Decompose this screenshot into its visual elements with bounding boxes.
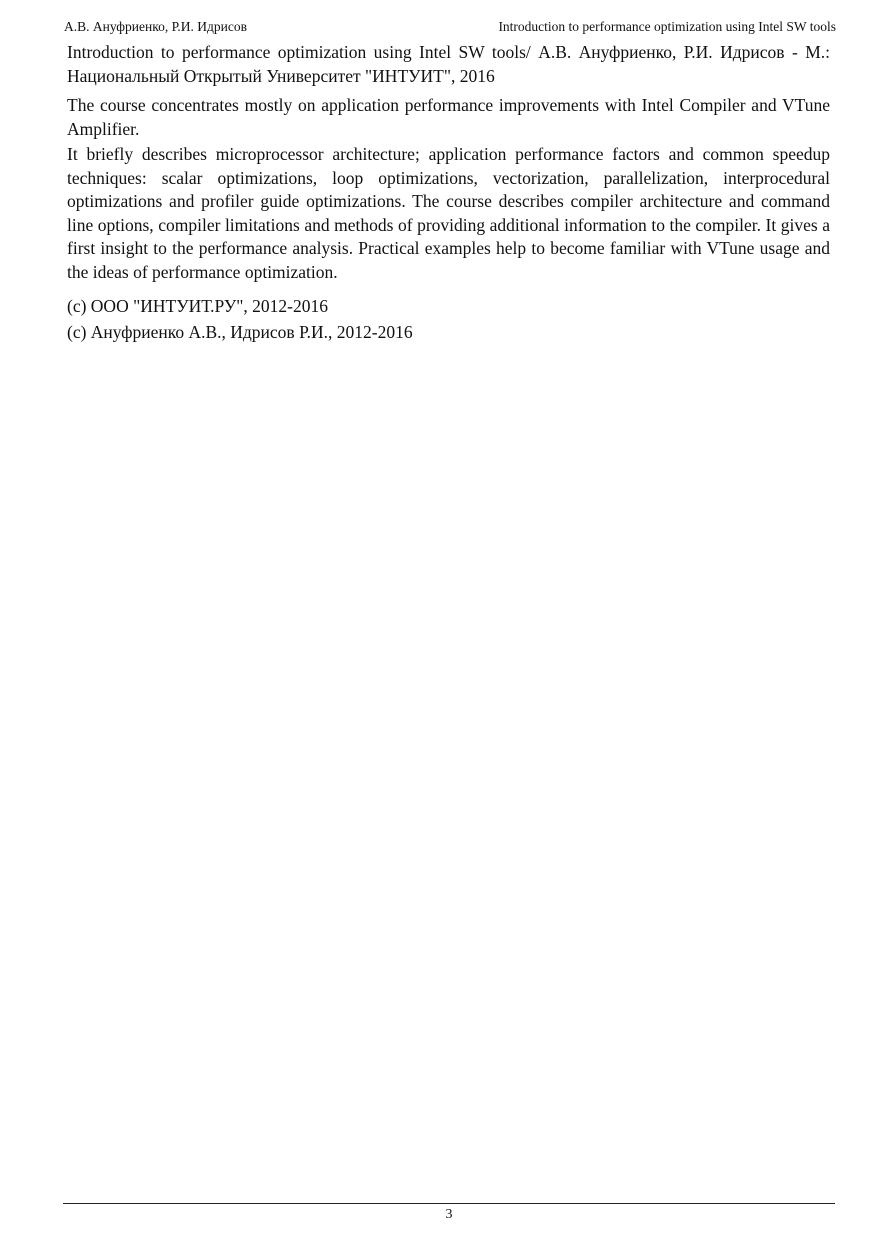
page-body [67,40,830,345]
abstract-paragraph-1: The course concentrates mostly on application performance improvements with Intel Compiler and VTune Amplifier. [67,95,830,139]
footer-divider [63,1203,835,1204]
running-header [64,17,836,37]
header-authors: А.В. Ануфриенко, Р.И. Идрисов [64,19,247,34]
header-title: Introduction to performance optimization using Intel SW tools [498,19,836,34]
copyright-line-authors: (c) Ануфриенко А.В., Идрисов Р.И., 2012-2016 [67,322,413,342]
copyright-block [67,293,830,345]
copyright-line-publisher: (c) ООО "ИНТУИТ.РУ", 2012-2016 [67,296,328,316]
page-number: 3 [445,1207,453,1222]
abstract-paragraph-2: It briefly describes microprocessor architecture; application performance factors and common speedup techniques: scalar optimizations, loop optimizations, vectorization, parallelization, interprocedural optimizations and profiler guide optimizations. The course describes compiler architecture and command line options, compiler limitations and methods of providing additional information to the compiler. It gives a first insight to the performance analysis. Practical examples help to become familiar with VTune usage and the ideas of performance optimization. [67,144,830,282]
bibliographic-citation: Introduction to performance optimization using Intel SW tools/ А.В. Ануфриенко, Р.И. Идрисов - М.: Национальный Открытый Университет "ИНТУИТ", 2016 [67,42,830,86]
